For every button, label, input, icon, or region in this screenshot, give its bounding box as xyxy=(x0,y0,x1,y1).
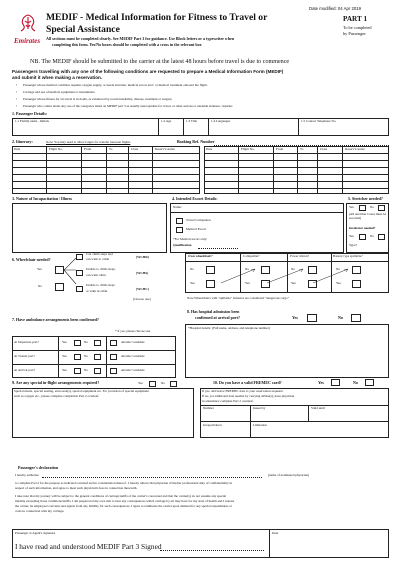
battery-note: Note Wheelchairs with "spillable" batteries are considered "dangerous cargo" xyxy=(187,296,290,300)
fremec-yes-label: Yes xyxy=(318,380,324,385)
wchs-code: (WCHS) xyxy=(136,271,149,275)
section-5-heading: 5. Stretcher needed? xyxy=(348,196,383,201)
fremec-no-label: No xyxy=(353,380,358,385)
hospital-details-input[interactable] xyxy=(185,324,389,378)
special-yes-checkbox[interactable] xyxy=(149,381,156,387)
dependency-arrows-icon xyxy=(185,261,389,293)
special-no-label: No xyxy=(161,381,166,385)
incubator-yes-label: Yes xyxy=(349,234,354,238)
date-modified: Date modified: 04 Apr 2019 xyxy=(309,6,362,11)
fremec-valid-field[interactable]: Valid until xyxy=(311,406,325,410)
family-name-field[interactable]: 1.1 Family name , Initials xyxy=(15,119,49,123)
wchs-checkbox[interactable] xyxy=(76,270,83,276)
transit-yes-checkbox[interactable] xyxy=(74,354,81,360)
bullet-text: Passenger who comes under any one of the categories listed on MEDIF part 3 as usually unacceptable for travel, or other serious or unstable sickness / injuries xyxy=(23,104,233,108)
phone-field[interactable]: 1.5 Contact Telephone No. xyxy=(301,119,337,123)
incubator-no-label: No xyxy=(370,234,375,238)
departure-airside-checkbox[interactable] xyxy=(110,340,117,346)
escort-note: *For Medical escort only: xyxy=(173,237,208,241)
power-driven-yes-label: Yes xyxy=(291,281,296,285)
date-label: Date xyxy=(272,531,279,535)
wheelchair-no-checkbox[interactable] xyxy=(55,283,64,291)
submission-notice: NB. The MEDIF should be submitted to the carrier at the latest 48 hours before travel is due to commence xyxy=(30,59,290,65)
stretcher-yes-label: Yes xyxy=(349,205,354,209)
emirates-logo xyxy=(17,13,39,37)
stretcher-yes-checkbox[interactable] xyxy=(359,205,366,211)
fremec-issued-field[interactable]: Issued by xyxy=(253,406,266,410)
hospital-no-label: No xyxy=(338,315,343,320)
fremec-instructions-2: If no, (or additional data needed by carrying airline(s), have physician xyxy=(202,394,295,398)
wchs-label: Unable to climb steps, xyxy=(86,267,116,271)
transit-port-label: At Transit port? xyxy=(14,354,35,358)
own-wheelchair-yes-label: Yes xyxy=(190,281,195,285)
hospital-no-checkbox[interactable] xyxy=(351,314,361,322)
arrival-yes-label: Yes xyxy=(62,368,67,372)
part-label: PART 1 xyxy=(343,15,368,23)
bullet-text: Passenger whose medical condition requires oxygen supply, or needs stretcher, medical escort and / or medical treatment onboard the flight. xyxy=(23,83,208,87)
section-8-heading-2: confirmed at arrival port? xyxy=(195,315,240,320)
arrival-airside-label: Airside/ Landside xyxy=(121,368,145,372)
fremec-no-checkbox[interactable] xyxy=(365,379,374,386)
fremec-limitation-field[interactable]: Limitation xyxy=(253,423,267,427)
transit-airside-label: Airside/ Landside xyxy=(121,354,145,358)
battery-yes-label: Yes xyxy=(336,281,341,285)
transit-no-label: No xyxy=(84,354,89,358)
transit-airside-checkbox[interactable] xyxy=(110,354,117,360)
declaration-heading: Passenger's declaration xyxy=(18,465,59,470)
incubator-no-checkbox[interactable] xyxy=(378,234,385,240)
departure-airside-label: Airside/ Landside xyxy=(121,340,145,344)
stretcher-no-label: No xyxy=(370,205,375,209)
travel-companion-label: Travel Companion xyxy=(186,218,211,222)
fremec-incapacitation-field[interactable]: Incapacitation xyxy=(203,423,222,427)
section-2-heading: 2. Itinerary: xyxy=(12,139,33,144)
column-header: From xyxy=(276,147,284,151)
arrival-port-label: At Arrival port? xyxy=(14,368,36,372)
departure-no-label: No xyxy=(84,340,89,344)
travel-companion-checkbox[interactable] xyxy=(176,218,183,224)
section-7-heading: 7. Have ambulance arrangements been confirmed? xyxy=(12,317,99,322)
fremec-instructions: If yes, add below FREMEC data to your reservation requests: xyxy=(202,389,284,393)
section-1-heading: 1. Passenger Details: xyxy=(12,111,48,116)
power-driven-no-label: No xyxy=(291,267,296,271)
form-title: MEDIF - Medical Information for Fitness to Travel or xyxy=(46,12,268,23)
section-8-heading: 8. Has hospital admission been xyxy=(187,309,240,314)
bullet-text: Passenger whose fitness for air travel is in doubt, as evidenced by recent instability, disease, treatment or surgery. xyxy=(23,97,173,101)
collapsible-label: Collapsible? xyxy=(243,254,260,258)
declaration-paragraph-2c: the carrier, its employee's servants and agents from any liability for such consequences. I agree to reimburse the carrier upon demand for any special expenditures or xyxy=(15,504,232,508)
ambulance-if-yes-note: * if yes, please choose one xyxy=(115,329,151,333)
wchr-code: (WCHR) xyxy=(136,255,149,259)
incubator-label: Incubator needed? xyxy=(349,226,376,230)
bullet-item: • xyxy=(16,90,18,94)
hospital-details-label: *Hospital details: (Full name, address, and telephone number) xyxy=(188,326,270,330)
own-wheelchair-no-label: No xyxy=(190,267,195,271)
wheelchair-yes-checkbox[interactable] xyxy=(55,266,64,274)
declaration-paragraph-2b: liability exceeding those conditions/tariffs. I am prepared at my own risk to bear any consequences which carriage by air may have for my state of health and I release xyxy=(15,499,235,503)
authorise-text: I hereby authorise xyxy=(15,473,39,477)
escort-name-label: Name: xyxy=(173,205,182,209)
declaration-paragraph-2d: costs in connection with my carriage. xyxy=(15,509,65,513)
age-field[interactable]: 1.2 Age xyxy=(161,119,172,123)
hospital-yes-checkbox[interactable] xyxy=(307,314,317,322)
battery-spillable-label: Battery type spillable? xyxy=(333,254,363,258)
part-subtitle: To be completed xyxy=(343,25,372,30)
instructions: All sections must be completed clearly. See MEDIF Part 3 for guidance. Use Block letters or a typewriter when xyxy=(46,36,235,41)
declaration-paragraph-1b: respect of such information, and agree to meet such physician's fees in connection therewith. xyxy=(15,486,138,490)
read-understood-text: I have read and understood MEDIF Part 3 Signed xyxy=(15,542,162,551)
arrival-yes-checkbox[interactable] xyxy=(74,368,81,374)
physician-name-hint: (name of nominated physician) xyxy=(268,473,310,477)
booking-ref-label: Booking Ref. Number xyxy=(177,139,215,144)
brand-name: Emirates xyxy=(14,37,41,45)
wchc-code: (WCHC) xyxy=(136,287,149,291)
incubator-yes-checkbox[interactable] xyxy=(359,234,366,240)
incapacitation-input[interactable] xyxy=(12,203,167,253)
wheelchair-yes-label: Yes xyxy=(37,267,42,271)
section-4-heading: 4. Intended Escort Details: xyxy=(172,196,218,201)
bullet-text: Carriage and use of medical equipment or instruments. xyxy=(23,90,96,94)
departure-yes-label: Yes xyxy=(62,340,67,344)
own-wheelchair-label: Own wheelchair? xyxy=(188,254,213,258)
departure-yes-checkbox[interactable] xyxy=(74,340,81,346)
bullet-item: • xyxy=(16,104,18,108)
itinerary-note: Note: You may need to allow longer for transfer between flights xyxy=(46,140,131,144)
choose-one-note: (Choose one) xyxy=(133,297,151,301)
special-yes-label: Yes xyxy=(138,381,143,385)
column-header: Class xyxy=(131,147,139,151)
form-title-line2: Special Assistance xyxy=(46,24,120,35)
wchc-checkbox[interactable] xyxy=(76,286,83,292)
wchc-label: Unable to climb steps xyxy=(86,283,115,287)
incubator-type-label: Type? xyxy=(349,243,358,247)
wchr-label: Can climb steps and xyxy=(86,252,113,256)
collapsible-no-label: No xyxy=(245,267,250,271)
collapsible-yes-label: Yes xyxy=(245,281,250,285)
arrival-airside-checkbox[interactable] xyxy=(110,368,117,374)
section-6-heading: 6. Wheelchair needed? xyxy=(12,257,51,262)
instructions-line2: completing this form. Yes/No boxes should be completed with a cross in the relevant box xyxy=(52,42,202,47)
signature-label: Passenger or Agent's signature xyxy=(15,531,56,535)
section-9-heading: 9. Are any special in-flight arrangements required? xyxy=(12,380,100,385)
column-header: To xyxy=(300,147,304,151)
special-no-checkbox[interactable] xyxy=(170,381,177,387)
wchc-label-2: or walk in cabin xyxy=(86,289,108,293)
languages-field[interactable]: 1.4 Languages xyxy=(211,119,231,123)
fremec-number-field[interactable]: Number xyxy=(203,406,214,410)
column-header: Flight No. xyxy=(49,147,63,151)
stretcher-no-checkbox[interactable] xyxy=(378,205,385,211)
column-header: Date xyxy=(14,147,21,151)
bullet-item: • xyxy=(16,83,18,87)
declaration-paragraph-2: I take note that my journey will be subject to the general conditions of carriage/tariffs of the carrier's concerned and that the carrier(s) do not assume any special xyxy=(15,494,227,498)
transit-yes-label: Yes xyxy=(62,354,67,358)
medical-escort-label: Medical Escort xyxy=(186,227,207,231)
special-arrangements-text: Special meals, special seating, extra seat(s), special equipment etc. For provision of special equipment xyxy=(14,389,149,393)
column-header: Date xyxy=(206,147,213,151)
title-field[interactable]: 1.3 Title xyxy=(186,119,197,123)
signature-input[interactable] xyxy=(160,550,264,551)
column-header: From xyxy=(84,147,92,151)
column-header: To xyxy=(109,147,113,151)
declaration-paragraph-1: to complete Part 2 for the purpose as indicated overleaf and in consideration thereof , I hereby relieve that physician of his/her professional duty of confidentiality in xyxy=(15,481,233,485)
bullet-item: • xyxy=(16,97,18,101)
medical-escort-checkbox[interactable] xyxy=(176,227,183,233)
battery-no-label: No xyxy=(336,267,341,271)
power-driven-label: Power driven? xyxy=(290,254,310,258)
qualification-label: Qualification xyxy=(173,243,192,247)
wchr-label-2: can walk to cabin xyxy=(86,257,110,261)
arrival-no-checkbox[interactable] xyxy=(94,368,101,374)
arrival-no-label: No xyxy=(84,368,89,372)
fremec-yes-checkbox[interactable] xyxy=(331,379,340,386)
date-input[interactable] xyxy=(272,540,384,554)
column-header: Reserv'n status xyxy=(155,147,175,151)
column-header: Reserv'n status xyxy=(345,147,365,151)
departure-no-checkbox[interactable] xyxy=(94,340,101,346)
physician-name-input[interactable] xyxy=(42,477,262,478)
special-arrangements-text-2: such as oxygen etc., please complete completion Part 2 overleaf. xyxy=(14,394,100,398)
intro-text-2: and submit it when making a reservation. xyxy=(12,75,103,80)
fremec-instructions-3: in attendance complete Part 2 overleaf. xyxy=(202,399,254,403)
section-3-heading: 3. Nature of Incapacitation / Illness xyxy=(12,196,72,201)
column-header: Flight No. xyxy=(241,147,255,151)
section-10-heading: 10. Do you have a valid FREMEC card? xyxy=(213,380,282,385)
column-header: Class xyxy=(320,147,328,151)
stretcher-note: (All stretcher Cases must be escorted) xyxy=(349,212,387,220)
wchr-checkbox[interactable] xyxy=(76,254,83,260)
part-subtitle-2: by Passenger. xyxy=(343,31,367,36)
transit-no-checkbox[interactable] xyxy=(94,354,101,360)
departure-port-label: At Departure port? xyxy=(14,340,39,344)
wchs-label-2: can walk cabin xyxy=(86,273,106,277)
intro-text: Passengers travelling with any one of the following conditions are requested to prepare a Medical Information Form (MEDIF) xyxy=(12,69,284,74)
wheelchair-no-label: No xyxy=(38,284,43,288)
hospital-yes-label: Yes xyxy=(292,315,298,320)
